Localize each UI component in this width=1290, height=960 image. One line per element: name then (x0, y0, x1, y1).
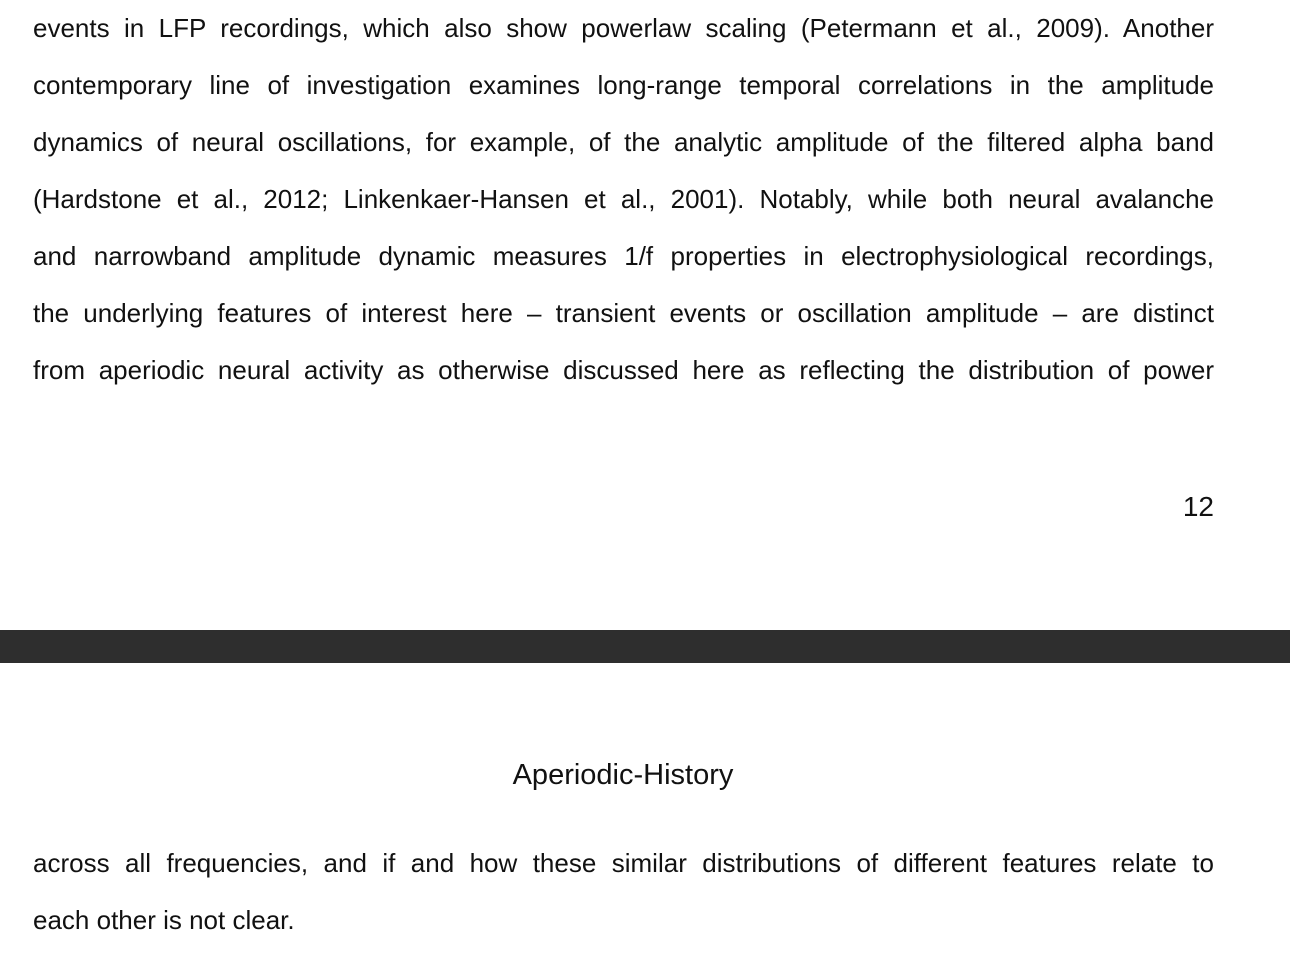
text-line: contemporary line of investigation examines long-range temporal correlations in the amplitude (33, 70, 1214, 100)
body-paragraph (33, 0, 1214, 399)
text-line: (Hardstone et al., 2012; Linkenkaer-Hansen et al., 2001). Notably, while both neural avalanche (33, 184, 1214, 214)
page-13 (0, 663, 1290, 960)
running-head: Aperiodic-History (512, 759, 734, 791)
text-line: dynamics of neural oscillations, for example, of the analytic amplitude of the filtered alpha band (33, 127, 1214, 157)
page-separator (0, 630, 1290, 663)
text-line: across all frequencies, and if and how these similar distributions of different features relate to (33, 848, 1214, 878)
text-line: each other is not clear. (33, 905, 295, 935)
page-number: 12 (1182, 491, 1214, 522)
body-paragraph (33, 835, 1214, 949)
text-line: and narrowband amplitude dynamic measures 1/f properties in electrophysiological recordings, (33, 241, 1214, 271)
text-line: from aperiodic neural activity as otherwise discussed here as reflecting the distribution of power (33, 355, 1214, 385)
text-line: the underlying features of interest here – transient events or oscillation amplitude – are distinct (33, 298, 1214, 328)
text-line: events in LFP recordings, which also show powerlaw scaling (Petermann et al., 2009). Another (33, 13, 1214, 43)
